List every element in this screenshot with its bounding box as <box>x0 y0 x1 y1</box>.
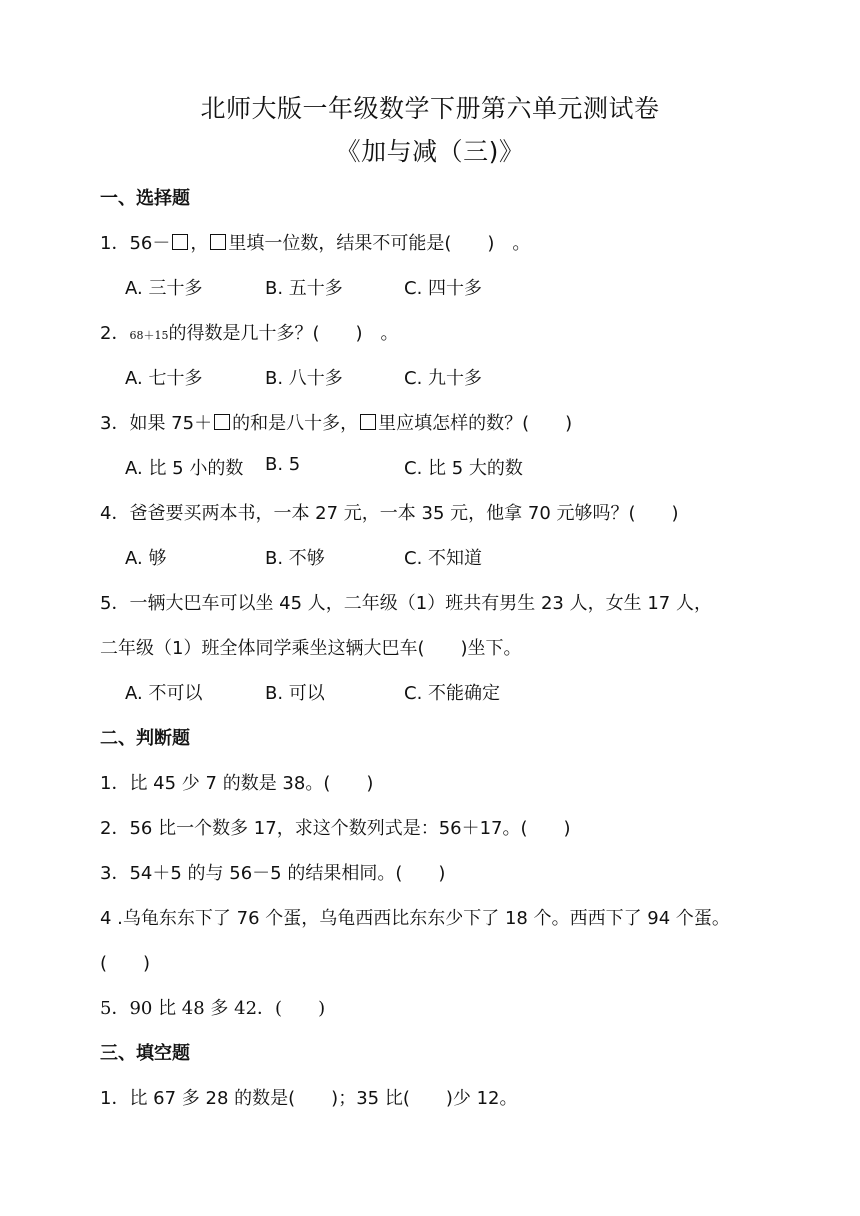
choice-question-3 <box>100 409 572 435</box>
judge-question-4-line-2: ( ) <box>100 953 151 974</box>
math-expression: 68＋15 <box>129 329 169 342</box>
choice-2-option-b: B. 八十多 <box>265 368 343 389</box>
choice-2-option-a: A. 七十多 <box>125 368 203 389</box>
question-text: 的得数是几十多？( ) 。 <box>168 323 399 344</box>
question-text: 里填一位数，结果不可能是( ) 。 <box>228 233 531 254</box>
choice-question-5-line-1: 5．一辆大巴车可以坐 45 人，二年级（1）班共有男生 23 人，女生 17 人， <box>100 593 712 614</box>
choice-4-option-b: B. 不够 <box>265 548 325 569</box>
question-text: ， <box>190 233 209 254</box>
choice-3-option-b: B. 5 <box>265 454 301 475</box>
judge-question-2: 2．56 比一个数多 17，求这个数列式是：56＋17。( ) <box>100 818 571 839</box>
judge-question-5: 5．90 比 48 多 42．( ) <box>100 998 326 1019</box>
choice-2-option-c: C. 九十多 <box>404 368 483 389</box>
question-number: 2． <box>100 323 130 344</box>
choice-5-option-b: B. 可以 <box>265 683 325 704</box>
page-title: 北师大版一年级数学下册第六单元测试卷 <box>200 94 660 123</box>
choice-question-1 <box>100 229 530 255</box>
fill-question-1: 1．比 67 多 28 的数是( )；35 比( )少 12。 <box>100 1088 518 1109</box>
choice-3-option-a: A. 比 5 小的数 <box>125 458 244 479</box>
question-text: 的和是八十多， <box>232 413 359 434</box>
section-heading-fill: 三、填空题 <box>100 1043 190 1064</box>
section-heading-choice: 一、选择题 <box>100 188 190 209</box>
choice-question-5-line-2: 二年级（1）班全体同学乘坐这辆大巴车( )坐下。 <box>100 638 522 659</box>
judge-question-3: 3．54＋5 的与 56－5 的结果相同。( ) <box>100 863 446 884</box>
question-text: 里应填怎样的数？( ) <box>378 413 573 434</box>
judge-question-4-line-1: 4 .乌龟东东下了 76 个蛋，乌龟西西比东东少下了 18 个。西西下了 94 个蛋。 <box>100 908 730 929</box>
section-heading-judge: 二、判断题 <box>100 728 190 749</box>
question-text: 3．如果 75＋ <box>100 413 213 434</box>
question-text: 1．56－ <box>100 233 171 254</box>
choice-1-option-a: A. 三十多 <box>125 278 203 299</box>
choice-question-4: 4．爸爸要买两本书，一本 27 元，一本 35 元，他拿 70 元够吗？( ) <box>100 503 679 524</box>
blank-box <box>172 234 188 250</box>
judge-question-1: 1．比 45 少 7 的数是 38。( ) <box>100 773 374 794</box>
choice-4-option-c: C. 不知道 <box>404 548 483 569</box>
choice-5-option-a: A. 不可以 <box>125 683 203 704</box>
choice-5-option-c: C. 不能确定 <box>404 683 501 704</box>
blank-box <box>360 414 376 430</box>
choice-4-option-a: A. 够 <box>125 548 167 569</box>
blank-box <box>210 234 226 250</box>
choice-question-2 <box>100 319 399 345</box>
choice-1-option-b: B. 五十多 <box>265 278 343 299</box>
choice-1-option-c: C. 四十多 <box>404 278 483 299</box>
blank-box <box>214 414 230 430</box>
page-subtitle: 《加与减（三)》 <box>335 137 525 166</box>
choice-3-option-c: C. 比 5 大的数 <box>404 458 523 479</box>
